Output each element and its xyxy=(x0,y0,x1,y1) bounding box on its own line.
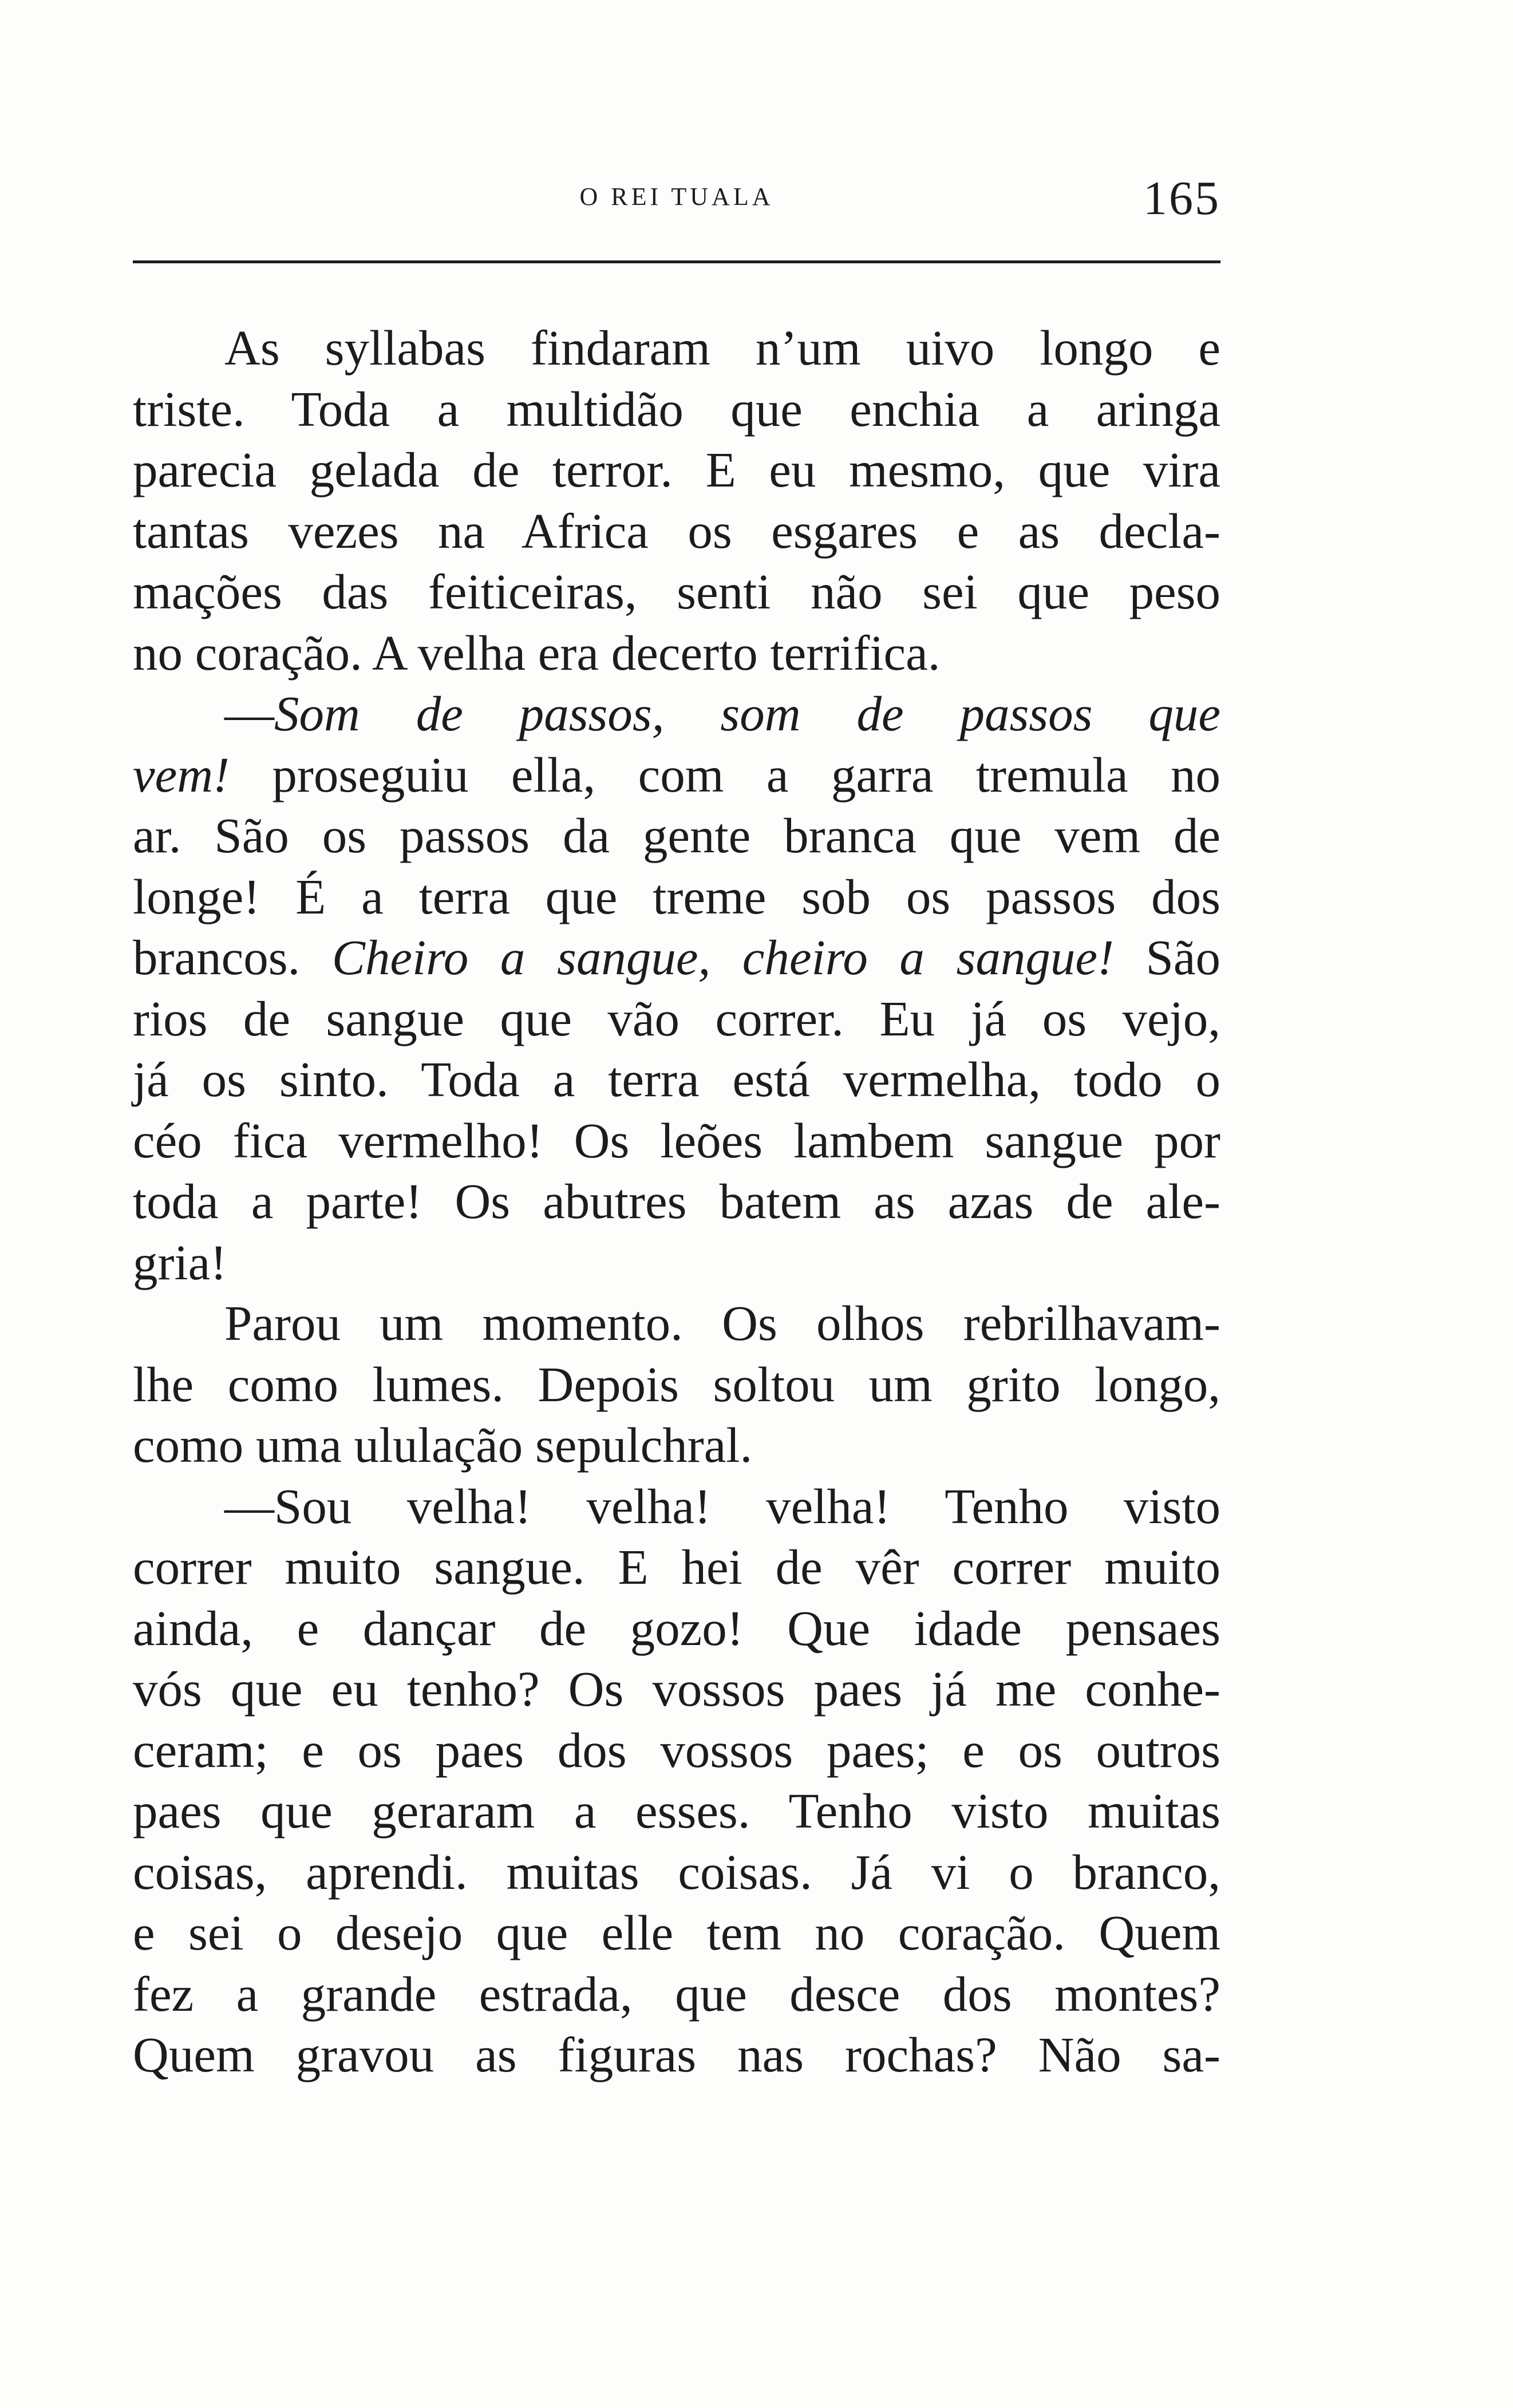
text-line: longe! É a terra que treme sob os passos dos xyxy=(133,868,1220,924)
text-line: fez a grande estrada, que desce dos montes? xyxy=(133,1966,1220,2022)
text-line: correr muito sangue. E hei de vêr correr muito xyxy=(133,1539,1220,1595)
text-line: Quem gravou as figuras nas rochas? Não sa- xyxy=(133,2027,1220,2082)
text-line xyxy=(133,745,1220,806)
text-line: parecia gelada de terror. E eu mesmo, que vira xyxy=(133,442,1220,497)
text-line: rios de sangue que vão correr. Eu já os vejo, xyxy=(133,990,1220,1046)
text-segment: São xyxy=(1113,930,1220,985)
text-line: coisas, aprendi. muitas coisas. Já vi o branco, xyxy=(133,1844,1220,1900)
text-line: triste. Toda a multidão que enchia a aringa xyxy=(133,381,1220,437)
italic-phrase: Cheiro a sangue, cheiro a sangue! xyxy=(331,930,1114,985)
text-line: ar. São os passos da gente branca que vem de xyxy=(133,808,1220,863)
text-line: tantas vezes na Africa os esgares e as decla- xyxy=(133,503,1220,559)
text-line: —Sou velha! velha! velha! Tenho visto xyxy=(224,1478,1220,1534)
italic-phrase: Som de passos, som de passos que xyxy=(274,686,1220,741)
text-line: como uma ululação sepulchral. xyxy=(133,1417,753,1473)
text-line: paes que geraram a esses. Tenho visto muitas xyxy=(133,1783,1220,1838)
text-line: Parou um momento. Os olhos rebrilhavam- xyxy=(224,1295,1220,1351)
italic-phrase: vem! xyxy=(133,746,230,802)
body-text xyxy=(133,318,1220,2086)
text-line: céo fica vermelho! Os leões lambem sangue por xyxy=(133,1112,1220,1168)
text-line: ceram; e os paes dos vossos paes; e os outros xyxy=(133,1722,1220,1778)
text-line: mações das feiticeiras, senti não sei que peso xyxy=(133,564,1220,619)
text-line: toda a parte! Os abutres batem as azas de ale- xyxy=(133,1173,1220,1229)
text-line: As syllabas findaram n’um uivo longo e xyxy=(224,320,1220,375)
dialogue-dash: — xyxy=(224,686,274,741)
text-line xyxy=(133,683,1220,745)
text-line: e sei o desejo que elle tem no coração. Quem xyxy=(133,1905,1220,1960)
text-line: gria! xyxy=(133,1234,227,1290)
page-number: 165 xyxy=(1143,172,1220,225)
running-title: O REI TUALA xyxy=(579,183,774,211)
header-rule xyxy=(133,260,1220,263)
text-segment: proseguiu ella, com a garra tremula no xyxy=(230,746,1220,802)
text-line: lhe como lumes. Depois soltou um grito longo, xyxy=(133,1356,1220,1412)
running-head xyxy=(133,171,1220,234)
text-segment: brancos. xyxy=(133,930,332,985)
text-line: já os sinto. Toda a terra está vermelha, todo o xyxy=(133,1051,1220,1107)
text-line: ainda, e dançar de gozo! Que idade pensaes xyxy=(133,1600,1220,1656)
text-line xyxy=(133,927,1220,988)
text-line: vós que eu tenho? Os vossos paes já me conhe- xyxy=(133,1661,1220,1717)
text-line: no coração. A velha era decerto terrifica. xyxy=(133,624,941,681)
